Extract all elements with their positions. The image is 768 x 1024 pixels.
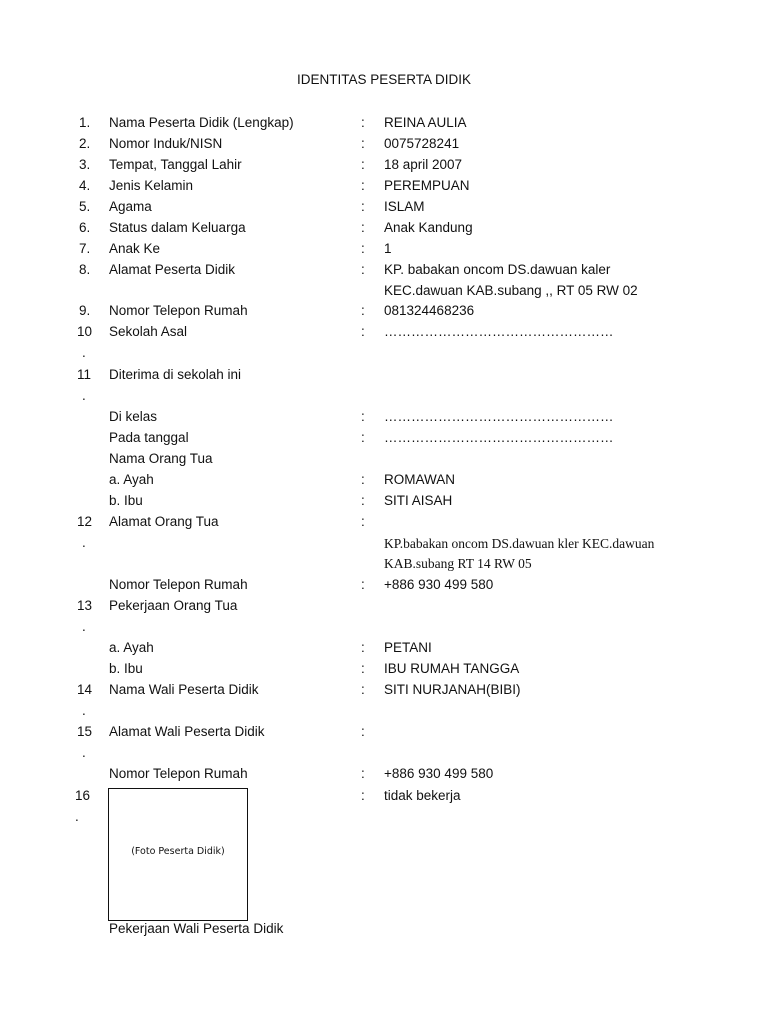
colon: : bbox=[361, 409, 365, 424]
colon: : bbox=[361, 640, 365, 655]
field-label: Nomor Telepon Rumah bbox=[109, 766, 248, 781]
field-value: 1 bbox=[384, 241, 392, 256]
colon: : bbox=[361, 661, 365, 676]
row-number: 1. bbox=[79, 115, 91, 130]
field-value: PETANI bbox=[384, 640, 432, 655]
photo-label: (Foto Peserta Didik) bbox=[131, 846, 225, 857]
colon: : bbox=[361, 157, 365, 172]
field-label: a. Ayah bbox=[109, 472, 154, 487]
field-value: 18 april 2007 bbox=[384, 157, 463, 172]
colon: : bbox=[361, 241, 365, 256]
colon: : bbox=[361, 577, 365, 592]
field-label: Alamat Orang Tua bbox=[109, 514, 219, 529]
field-value: +886 930 499 580 bbox=[384, 766, 494, 781]
colon: : bbox=[361, 303, 365, 318]
colon: : bbox=[361, 493, 365, 508]
field-label: Jenis Kelamin bbox=[109, 178, 194, 193]
row-number-dot: . bbox=[82, 745, 86, 760]
row-number-dot: . bbox=[75, 809, 79, 824]
colon: : bbox=[361, 220, 365, 235]
field-value: ROMAWAN bbox=[384, 472, 455, 487]
row-number-dot: . bbox=[82, 388, 86, 403]
field-label: Di kelas bbox=[109, 409, 158, 424]
colon: : bbox=[361, 178, 365, 193]
field-label: Tempat, Tanggal Lahir bbox=[109, 157, 242, 172]
field-label: Anak Ke bbox=[109, 241, 161, 256]
row-number: 13 bbox=[77, 598, 93, 613]
field-label: Nomor Induk/NISN bbox=[109, 136, 223, 151]
field-value: +886 930 499 580 bbox=[384, 577, 494, 592]
field-value-continued: KAB.subang RT 14 RW 05 bbox=[384, 556, 532, 571]
row-number: 7. bbox=[79, 241, 91, 256]
field-value-continued: KEC.dawuan KAB.subang ,, RT 05 RW 02 bbox=[384, 283, 638, 298]
field-label: Diterima di sekolah ini bbox=[109, 367, 242, 382]
row-number-dot: . bbox=[82, 345, 86, 360]
colon: : bbox=[361, 724, 365, 739]
field-label: Pekerjaan Orang Tua bbox=[109, 598, 238, 613]
field-label: Pekerjaan Wali Peserta Didik bbox=[109, 921, 284, 936]
row-number: 16 bbox=[75, 788, 91, 803]
row-number: 15 bbox=[77, 724, 93, 739]
field-value: REINA AULIA bbox=[384, 115, 467, 130]
field-value: tidak bekerja bbox=[384, 788, 461, 803]
colon: : bbox=[361, 682, 365, 697]
field-label: b. Ibu bbox=[109, 661, 143, 676]
field-label: b. Ibu bbox=[109, 493, 143, 508]
field-value: KP.babakan oncom DS.dawuan kler KEC.dawuan bbox=[384, 536, 655, 551]
row-number: 10 bbox=[77, 324, 93, 339]
field-label: Agama bbox=[109, 199, 152, 214]
row-number: 8. bbox=[79, 262, 91, 277]
photo-placeholder bbox=[108, 788, 248, 921]
field-label: Status dalam Keluarga bbox=[109, 220, 246, 235]
row-number-dot: . bbox=[82, 619, 86, 634]
field-value-blank: …………………………………………… bbox=[384, 409, 614, 424]
field-label: Nama Orang Tua bbox=[109, 451, 213, 466]
field-label: Sekolah Asal bbox=[109, 324, 188, 339]
field-label: Alamat Peserta Didik bbox=[109, 262, 236, 277]
colon: : bbox=[361, 136, 365, 151]
field-value: SITI AISAH bbox=[384, 493, 453, 508]
field-label: a. Ayah bbox=[109, 640, 154, 655]
field-value: 0075728241 bbox=[384, 136, 460, 151]
field-value: PEREMPUAN bbox=[384, 178, 470, 193]
colon: : bbox=[361, 199, 365, 214]
field-value: 081324468236 bbox=[384, 303, 475, 318]
row-number-dot: . bbox=[82, 703, 86, 718]
field-value: IBU RUMAH TANGGA bbox=[384, 661, 520, 676]
field-value-blank: …………………………………………… bbox=[384, 430, 614, 445]
colon: : bbox=[361, 115, 365, 130]
field-label: Nomor Telepon Rumah bbox=[109, 577, 248, 592]
row-number: 9. bbox=[79, 303, 91, 318]
colon: : bbox=[361, 472, 365, 487]
row-number: 14 bbox=[77, 682, 93, 697]
field-value-blank: …………………………………………… bbox=[384, 324, 614, 339]
row-number: 6. bbox=[79, 220, 91, 235]
field-label: Nama Peserta Didik (Lengkap) bbox=[109, 115, 294, 130]
row-number: 12 bbox=[77, 514, 93, 529]
document-title: IDENTITAS PESERTA DIDIK bbox=[296, 72, 472, 87]
field-label: Pada tanggal bbox=[109, 430, 189, 445]
field-value: KP. babakan oncom DS.dawuan kaler bbox=[384, 262, 611, 277]
row-number: 4. bbox=[79, 178, 91, 193]
row-number: 11 bbox=[77, 367, 92, 382]
colon: : bbox=[361, 262, 365, 277]
row-number: 3. bbox=[79, 157, 91, 172]
colon: : bbox=[361, 788, 365, 803]
row-number-dot: . bbox=[82, 535, 86, 550]
field-value: SITI NURJANAH(BIBI) bbox=[384, 682, 521, 697]
row-number: 5. bbox=[79, 199, 91, 214]
field-value: ISLAM bbox=[384, 199, 425, 214]
field-label: Nama Wali Peserta Didik bbox=[109, 682, 259, 697]
row-number: 2. bbox=[79, 136, 91, 151]
colon: : bbox=[361, 430, 365, 445]
field-label: Nomor Telepon Rumah bbox=[109, 303, 248, 318]
colon: : bbox=[361, 514, 365, 529]
colon: : bbox=[361, 324, 365, 339]
field-value: Anak Kandung bbox=[384, 220, 473, 235]
field-label: Alamat Wali Peserta Didik bbox=[109, 724, 265, 739]
colon: : bbox=[361, 766, 365, 781]
